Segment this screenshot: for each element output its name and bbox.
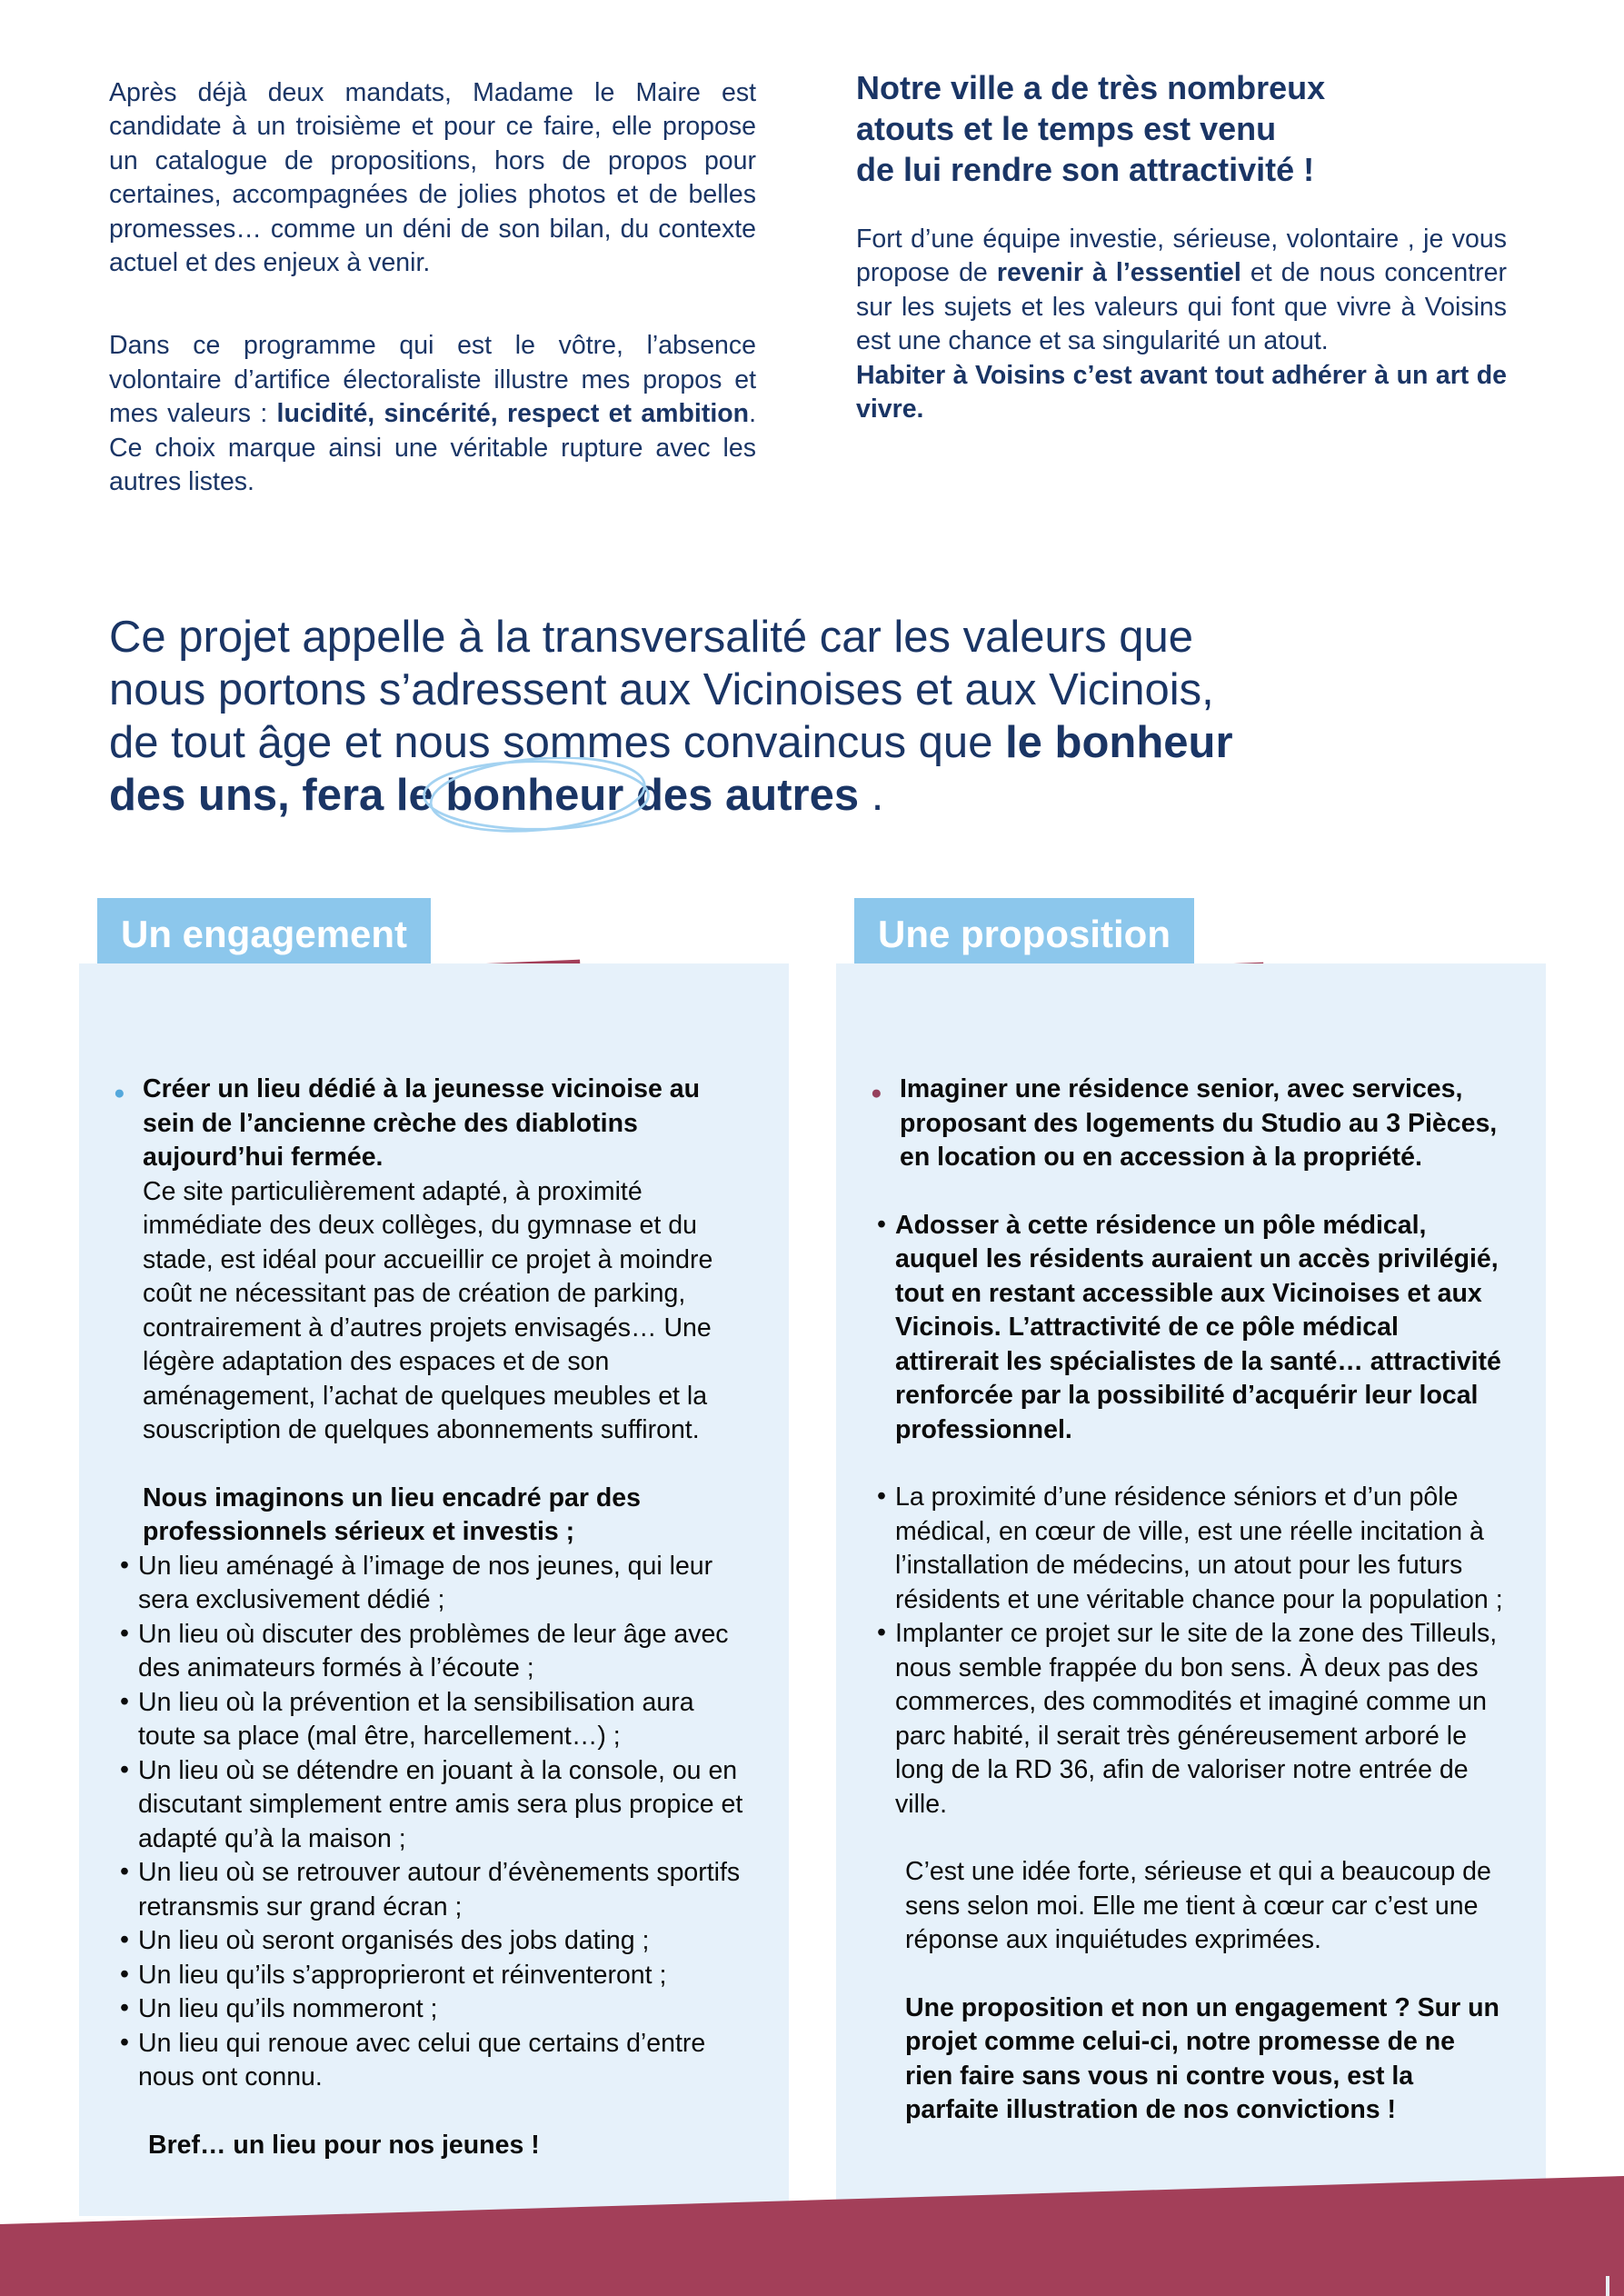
block-spacer	[871, 1822, 1506, 1855]
panel-block	[114, 1686, 749, 1754]
proposition-panel-content	[836, 963, 1546, 2128]
text-run: Un lieu qui renoue avec celui que certains d’entre nous ont connu.	[138, 2028, 706, 2091]
text-run: Habiter à Voisins c’est avant tout adhérer à un art de vivre.	[856, 360, 1507, 424]
bullet-icon: •	[877, 1618, 886, 1647]
text-run: Après déjà deux mandats, Madame le Maire est candidate à un troisième et pour ce faire, elle propose un catalogue de propositions, hors de propos pour certaines, accompagnées de jolies photos et de belles promesses… comme un déni de son bilan, du contexte actuel et des enjeux à venir.	[109, 78, 756, 278]
text-run: .	[859, 771, 884, 820]
block-spacer	[114, 1448, 749, 1482]
block-text	[138, 1858, 740, 1922]
intro-right-column	[856, 67, 1507, 426]
intro-paragraph-2	[109, 329, 756, 499]
block-text	[138, 1756, 742, 1853]
text-run: des uns, fera le	[109, 771, 446, 820]
text-run: revenir à l’essentiel	[996, 258, 1241, 288]
text-run: Adosser à cette résidence un pôle médical, auquel les résidents auraient un accès privilégié, tout en restant accessible aux Vicinoises et aux Vicinois. L’attractivité de ce pôle médical attirerait les spécialistes de la santé… attractivité renforcée par la possibilité d’acquérir leur local professionnel.	[895, 1210, 1501, 1444]
block-text	[138, 1926, 649, 1955]
text-run: de lui rendre son attractivité !	[856, 151, 1315, 188]
main-headline	[109, 611, 1536, 822]
text-run: nous portons s’adressent aux Vicinoises et aux Vicinois,	[109, 665, 1214, 714]
bullet-icon: •	[120, 1925, 129, 1954]
block-text	[895, 1211, 1501, 1444]
engagement-tag: Un engagement	[97, 898, 431, 971]
text-run: Un lieu où se retrouver autour d’évènements sportifs retransmis sur grand écran ;	[138, 1858, 741, 1922]
panel-block	[871, 1481, 1506, 1617]
block-text	[143, 1074, 712, 1444]
panel-block	[114, 1482, 749, 1550]
block-text	[895, 1482, 1503, 1614]
panel-block	[114, 1992, 749, 2027]
bullet-icon: •	[120, 1550, 129, 1580]
circled-word-text: bonheur	[445, 771, 624, 820]
right-column-paragraph	[856, 223, 1507, 426]
text-run: et de nous concentrer sur les sujets et les valeurs qui font que vivre à Voisins est une chance et sa singularité un atout.	[856, 258, 1508, 356]
panel-block	[114, 2027, 749, 2095]
intro-paragraph-1	[109, 76, 756, 280]
text-run: Un lieu où discuter des problèmes de leur âge avec des animateurs formés à l’écoute ;	[138, 1619, 729, 1682]
block-text	[895, 1619, 1497, 1819]
text-run: Un lieu où se détendre en jouant à la console, ou en discutant simplement entre amis sera plus propice et adapté qu’à la maison ;	[138, 1755, 743, 1853]
panel-block	[114, 1073, 749, 1448]
bullet-icon: •	[877, 1482, 886, 1511]
block-spacer	[871, 1447, 1506, 1481]
panel-block	[871, 1992, 1506, 2128]
block-text	[138, 1994, 437, 2023]
text-run: Imaginer une résidence senior, avec services, proposant des logements du Studio au 3 Pièces, en location ou en accession à la propriété.	[900, 1074, 1498, 1172]
text-run: des autres	[623, 771, 860, 820]
block-text	[905, 1857, 1491, 1954]
panel-block	[114, 1924, 749, 1959]
bullet-icon: •	[120, 1686, 129, 1716]
block-text	[138, 2029, 705, 2092]
text-run: de tout âge et nous sommes convaincus que	[109, 718, 1006, 767]
panel-block	[114, 1856, 749, 1924]
panel-block	[114, 1959, 749, 1993]
bullet-icon: ●	[114, 1083, 125, 1103]
text-run: Implanter ce projet sur le site de la zone des Tilleuls, nous semble frappée du bon sens. À deux pas des commerces, des commodités et imaginé comme un parc habité, il serait très généreusement arboré le long de la RD 36, afin de valoriser notre entrée de ville.	[895, 1619, 1498, 1819]
panel-block	[114, 1618, 749, 1686]
block-text	[143, 1483, 641, 1547]
block-text	[138, 1552, 712, 1615]
block-spacer	[114, 2095, 749, 2129]
text-run: . Ce choix marque ainsi une véritable rupture avec les autres listes.	[109, 399, 756, 497]
block-text	[138, 1620, 729, 1683]
text-run: lucidité, sincérité, respect et ambition	[276, 399, 750, 429]
text-run: le bonheur	[1005, 718, 1233, 767]
text-run: Fort d’une équipe investie, sérieuse, volontaire , je vous propose de	[856, 225, 1507, 288]
right-column-heading	[856, 67, 1507, 190]
engagement-panel	[79, 963, 789, 2216]
panel-block	[871, 1073, 1506, 1175]
text-run: Ce projet appelle à la transversalité car les valeurs que	[109, 613, 1193, 662]
block-spacer	[871, 1175, 1506, 1209]
bullet-icon: •	[120, 1754, 129, 1784]
text-run: Un lieu qu’ils nommeront ;	[138, 1994, 438, 2023]
block-text	[905, 1993, 1499, 2125]
page-tick	[1606, 2276, 1609, 2296]
proposition-panel	[836, 963, 1546, 2216]
text-run: Bref… un lieu pour nos jeunes !	[148, 2130, 540, 2160]
text-run: La proximité d’une résidence séniors et d’un pôle médical, en cœur de ville, est une réelle incitation à l’installation de médecins, un atout pour les futurs résidents et une véritable chance pour la population ;	[895, 1482, 1503, 1614]
panel-block	[114, 2129, 749, 2163]
text-run: Un lieu où la prévention et la sensibilisation aura toute sa place (mal être, harcellement…) ;	[138, 1687, 694, 1751]
text-run: Un lieu aménagé à l’image de nos jeunes, qui leur sera exclusivement dédié ;	[138, 1551, 713, 1614]
panel-block	[871, 1617, 1506, 1822]
panel-block	[114, 1550, 749, 1618]
text-run: Créer un lieu dédié à la jeunesse vicinoise au sein de l’ancienne crèche des diablotins aujourd’hui fermée.	[143, 1074, 701, 1172]
bullet-icon: ●	[871, 1083, 882, 1103]
bullet-icon: •	[120, 1959, 129, 1989]
bullet-icon: •	[877, 1209, 886, 1239]
block-text	[138, 1961, 666, 1990]
text-run: C’est une idée forte, sérieuse et qui a beaucoup de sens selon moi. Elle me tient à cœur car c’est une réponse aux inquiétudes exprimées.	[905, 1857, 1491, 1954]
text-run: Nous imaginons un lieu encadré par des professionnels sérieux et investis ;	[143, 1482, 641, 1546]
text-run: atouts et le temps est venu	[856, 110, 1277, 147]
text-run: Une proposition et non un engagement ? Sur un projet comme celui-ci, notre promesse de ne rien faire sans vous ni contre vous, est la parfaite illustration de nos convictions !	[905, 1992, 1499, 2124]
bullet-icon: •	[120, 2027, 129, 2057]
panel-block	[871, 1855, 1506, 1958]
panel-block	[114, 1754, 749, 1857]
text-run: Ce site particulièrement adapté, à proximité immédiate des deux collèges, du gymnase et du stade, est idéal pour accueillir ce projet à moindre coût ne nécessitant pas de création de parking, contrairement à d’autres projets envisagés… Une légère adaptation des espaces et de son aménagement, l’achat de quelques meubles et la souscription de quelques abonnements suffiront.	[143, 1176, 713, 1444]
intro-left-column	[109, 76, 756, 499]
block-text	[900, 1074, 1497, 1172]
text-run: Un lieu où seront organisés des jobs dating ;	[138, 1926, 650, 1955]
engagement-panel-content	[79, 963, 789, 2162]
block-text	[138, 1688, 694, 1752]
panel-block	[871, 1209, 1506, 1448]
block-spacer	[871, 1958, 1506, 1992]
circled-word	[445, 769, 623, 822]
text-run: Dans ce programme qui est le vôtre, l’absence volontaire d’artifice électoraliste illustre mes propos et mes valeurs :	[109, 331, 756, 429]
text-run: Notre ville a de très nombreux	[856, 69, 1326, 106]
block-text	[148, 2131, 540, 2160]
proposition-tag: Une proposition	[854, 898, 1194, 971]
bullet-icon: •	[120, 1618, 129, 1648]
bullet-icon: •	[120, 1993, 129, 2022]
text-run: Un lieu qu’ils s’approprieront et réinventeront ;	[138, 1960, 667, 1990]
bullet-icon: •	[120, 1857, 129, 1886]
